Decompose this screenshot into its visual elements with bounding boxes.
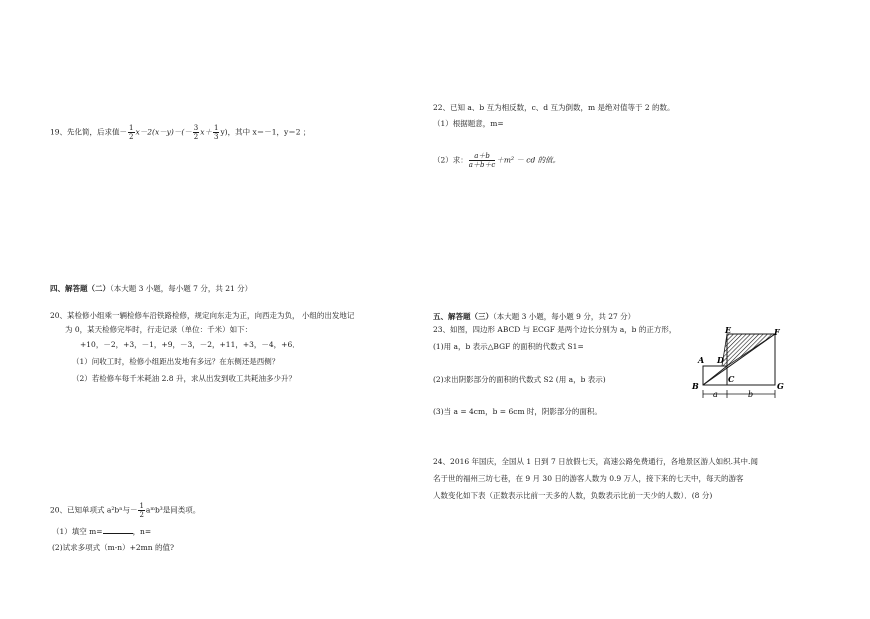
line-bd bbox=[703, 366, 727, 385]
q22-line1: 22、已知 a、b 互为相反数，c、d 互为倒数，m 是绝对值等于 2 的数。 bbox=[433, 103, 675, 112]
q19-suffix: y)，其中 x＝－1，y＝2 ； bbox=[220, 127, 311, 137]
q20a-line1: 20、某检修小组乘一辆检修车沿铁路检修，规定向东走为正，向西走为负， 小组的出发地记 bbox=[50, 311, 355, 320]
vertex-g: G bbox=[777, 381, 784, 391]
vertex-e: E bbox=[725, 325, 732, 335]
q20b-line2-suffix: ，n= bbox=[132, 527, 152, 536]
q19-part3: x＋ bbox=[200, 127, 212, 137]
section4-note: （本大题 3 小题，每小题 7 分，共 21 分） bbox=[110, 284, 253, 293]
q24-line3: 人数变化如下表（正数表示比前一天多的人数，负数表示比前一天少的人数）．(8 分) bbox=[433, 491, 713, 500]
q20a-line3: +10，－2，+3，－1，+9，－3，－2，+11，+3，－4，+6． bbox=[80, 340, 300, 349]
q23-line2: (1)用 a，b 表示△BGF 的面积的代数式 S1= bbox=[433, 342, 584, 351]
section5-note: （本大题 3 小题，每小题 9 分，共 27 分） bbox=[493, 312, 636, 321]
q23-line1: 23、如图，四边形 ABCD 与 ECGF 是两个边长分别为 a，b 的正方形， bbox=[433, 325, 677, 334]
vertex-b: B bbox=[692, 381, 699, 391]
q22-line2: （1）根据题意，m= bbox=[433, 119, 504, 128]
vertex-d: D bbox=[717, 355, 724, 365]
q23-line4: (3)当 a = 4cm，b = 6cm 时，阴影部分的面积。 bbox=[433, 407, 602, 416]
q20b-frac: $\frac{1}{2}$ bbox=[139, 502, 144, 519]
q22-line3 bbox=[433, 152, 560, 169]
q20b-line1 bbox=[50, 502, 200, 519]
q19-frac1: $\frac{1}{2}$ bbox=[129, 124, 134, 141]
dim-label-a: a bbox=[713, 390, 718, 399]
section4-title: 四、解答题（二） bbox=[50, 284, 110, 293]
q22-frac: $\frac{a+b}{a+b+c}$ bbox=[468, 152, 496, 169]
q24-line1: 24、2016 年国庆，全国从 1 日到 7 日放假七天，高速公路免费通行，各地景区游人如织.其中.闻 bbox=[433, 457, 758, 466]
q19-frac2: $\frac{3}{2}$ bbox=[193, 124, 199, 141]
section5-title: 五、解答题（三） bbox=[433, 312, 493, 321]
squares-figure bbox=[688, 324, 798, 404]
vertex-f: F bbox=[774, 327, 780, 337]
q19-part2: x－2(x－y)－(－ bbox=[135, 127, 192, 137]
section5-header bbox=[433, 312, 635, 322]
q22-line3-suffix: ＋m² － cd 的值。 bbox=[496, 155, 561, 165]
q20b-line2-prefix: （1）填空 m= bbox=[52, 527, 103, 536]
q23-line3: (2)求出阴影部分的面积的代数式 S2 (用 a，b 表示) bbox=[433, 375, 606, 384]
vertex-a: A bbox=[698, 355, 705, 365]
dim-label-b: b bbox=[748, 390, 754, 399]
q20a-line4: （1）问收工时，检修小组距出发地有多远？在东侧还是西侧？ bbox=[72, 357, 280, 366]
shaded-region bbox=[722, 334, 775, 366]
q20b-line2 bbox=[52, 526, 151, 537]
q20a-line2: 为 0，某天检修完毕时，行走记录（单位：千米）如下： bbox=[65, 325, 253, 334]
q20b-prefix: 20、已知单项式 a²bⁿ与－ bbox=[50, 505, 138, 515]
q22-line3-prefix: （2）求： bbox=[433, 155, 468, 165]
q20a-line5: （2）若检修车每千米耗油 2.8 升，求从出发到收工共耗油多少升？ bbox=[72, 374, 296, 383]
m-blank bbox=[103, 526, 133, 534]
section4-header bbox=[50, 284, 252, 294]
vertex-c: C bbox=[728, 374, 735, 384]
q19-text bbox=[50, 124, 310, 141]
q24-line2: 名于世的福州三坊七巷，在 9 月 30 日的游客人数为 0.9 万人，接下来的七天中，每天的游客 bbox=[433, 474, 744, 483]
q19-frac3: $\frac{1}{3}$ bbox=[213, 124, 219, 141]
q20b-suffix: aᵐb³是同类项。 bbox=[145, 505, 201, 515]
q20b-line3: (2)试求多项式（m-n）+2mn 的值? bbox=[52, 543, 175, 552]
q19-prefix: 19、先化简，后求值－ bbox=[50, 127, 128, 137]
